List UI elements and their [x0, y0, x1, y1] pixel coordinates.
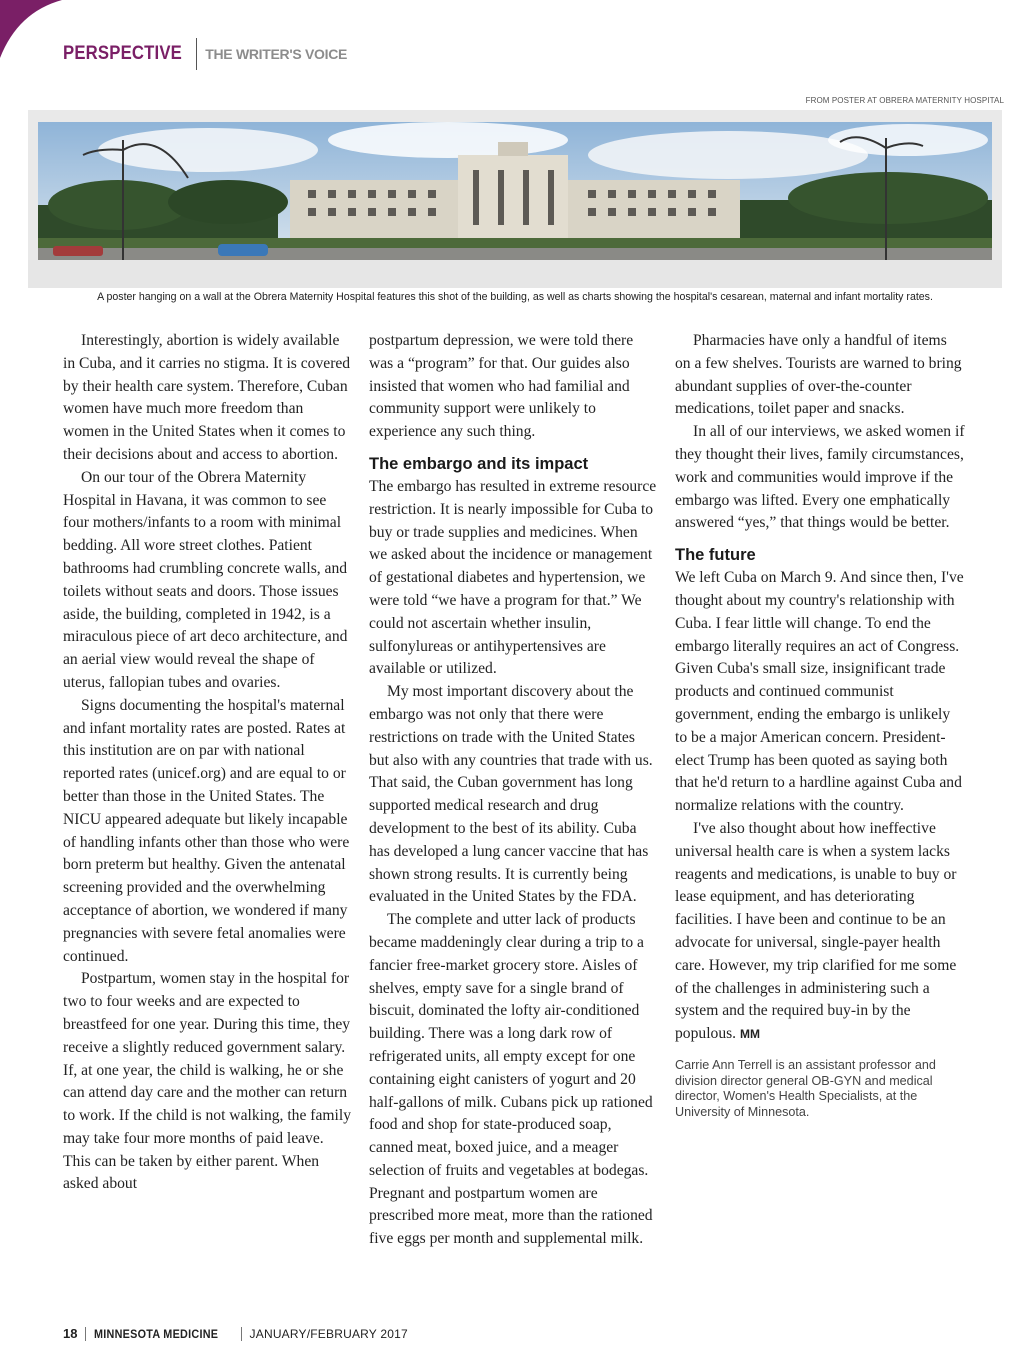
header-divider — [196, 38, 197, 70]
section-heading-embargo: The embargo and its impact — [369, 454, 589, 473]
issue-date: JANUARY/FEBRUARY 2017 — [249, 1326, 408, 1341]
paragraph: Pharmacies have only a handful of items on a few shelves. Tourists are warned to bring abundant supplies of over-the-counter medications, toilet paper and snacks. — [675, 332, 962, 418]
paragraph-text: I've also thought about how ineffective universal health care is when a system lacks reagents and medications, is unable to buy or lease equipment, and has deteriorating facilities. I have been and continue to be an advocate for universal, single-payer health care. However, my trip clarified for me some of the challenges in administering such a system and the required buy-in by the populous. — [675, 819, 957, 1043]
footer-divider — [241, 1327, 242, 1341]
article-column-1 — [63, 330, 351, 1196]
publication-name: MINNESOTA MEDICINE — [94, 1326, 219, 1341]
paragraph-final — [675, 818, 965, 1046]
section-subtitle: THE WRITER'S VOICE — [205, 46, 348, 62]
paragraph: Signs documenting the hospital's maternal and infant mortality rates are posted. Rates at this institution are on par with national reported rates (unicef.org) and are equal to or better than those in the United States. The NICU appeared adequate but likely incapable of handling infants other than those who were born preterm but healthy. Given the antenatal screening provided and the overwhelming acceptance of abortion, we wondered if many pregnancies with severe fetal anomalies were continued. — [63, 696, 350, 965]
corner-accent — [0, 0, 70, 70]
paragraph: My most important discovery about the embargo was not only that there were restrictions on trade with the United States but also with any countries that trade with us. That said, the Cuban government has long supported medical research and drug development to the best of its ability. Cuba has developed a lung cancer vaccine that has shown strong results. It is currently being evaluated in the United States by the FDA. — [369, 683, 653, 906]
page-number: 18 — [63, 1326, 78, 1341]
section-title: PERSPECTIVE — [63, 43, 183, 64]
paragraph: Postpartum, women stay in the hospital for two to four weeks and are expected to breastfeed for one year. During this time, they receive a slightly reduced government salary. If, at one year, the child is walking, he or she can attend day care and the mother can return to work. If the child is not walking, the family may take four more months of paid leave. This can be taken by either parent. When asked about — [63, 970, 351, 1193]
page-footer — [63, 1326, 408, 1341]
footer-divider — [85, 1327, 86, 1341]
end-mark: MM — [740, 1027, 760, 1042]
paragraph: Interestingly, abortion is widely available in Cuba, and it carries no stigma. It is covered by their health care system. Therefore, Cuban women have much more freedom than women in the United States when it comes to their decisions about and access to abortion. — [63, 332, 351, 463]
paragraph: We left Cuba on March 9. And since then, I've thought about my country's relationship with Cuba. I fear little will change. To end the embargo literally requires an act of Congress. Given Cuba's small size, insignificant trade products and continued communist government, ending the embargo is unlikely to be a major American concern. President-elect Trump has been quoted as saying both that he'd return to a hardline against Cuba and normalize relations with the country. — [675, 569, 964, 815]
article-column-3 — [675, 330, 965, 1120]
section-heading-future: The future — [675, 546, 756, 565]
paragraph: The embargo has resulted in extreme resource restriction. It is nearly impossible for Cuba to buy or trade supplies and medicines. When we asked about the incidence or management of gestational diabetes and hypertension, we were told “we have a program for that.” We could not ascertain whether insulin, sulfonylureas or antihypertensives are available or utilized. — [369, 477, 657, 678]
page-header — [63, 38, 347, 70]
paragraph: postpartum depression, we were told there was a “program” for that. Our guides also insisted that women who had familial and community support were unlikely to experience any such thing. — [369, 332, 634, 441]
author-bio: Carrie Ann Terrell is an assistant professor and division director general OB-GYN and medical director, Women's Health Specialists, at the University of Minnesota. — [675, 1057, 936, 1119]
paragraph: On our tour of the Obrera Maternity Hospital in Havana, it was common to see four mothers/infants to a room with minimal bedding. All wore street clothes. Patient bathrooms had crumbling concrete walls, and toilets without seats and doors. Those issues aside, the building, completed in 1942, is a miraculous piece of art deco architecture, and an aerial view would reveal the shape of uterus, fallopian tubes and ovaries. — [63, 468, 348, 691]
photo-credit: FROM POSTER AT OBRERA MATERNITY HOSPITAL — [805, 96, 1004, 105]
paragraph: The complete and utter lack of products became maddeningly clear during a trip to a fancier free-market grocery store. Aisles of shelves, empty save for a single brand of biscuit, dominated the lofty air-conditioned building. There was a long dark row of refrigerated units, all empty except for one containing eight canisters of yogurt and 20 half-gallons of milk. Cubans pick up rationed food and shop for state-produced soap, canned meat, boxed juice, and a meager selection of fruits and vegetables at bodegas. Pregnant and postpartum women are prescribed more meat, more than the rationed five eggs per month and supplemental milk. — [369, 911, 653, 1248]
hospital-photo — [28, 110, 1002, 288]
paragraph: In all of our interviews, we asked women if they thought their lives, family circumstances, work and communities would improve if the embargo was lifted. Every one emphatically answered “yes,” that things would be better. — [675, 423, 965, 532]
photo-caption: A poster hanging on a wall at the Obrera Maternity Hospital features this shot of the building, as well as charts showing the hospital's cesarean, maternal and infant mortality rates. — [97, 291, 933, 303]
article-column-2 — [369, 330, 657, 1251]
